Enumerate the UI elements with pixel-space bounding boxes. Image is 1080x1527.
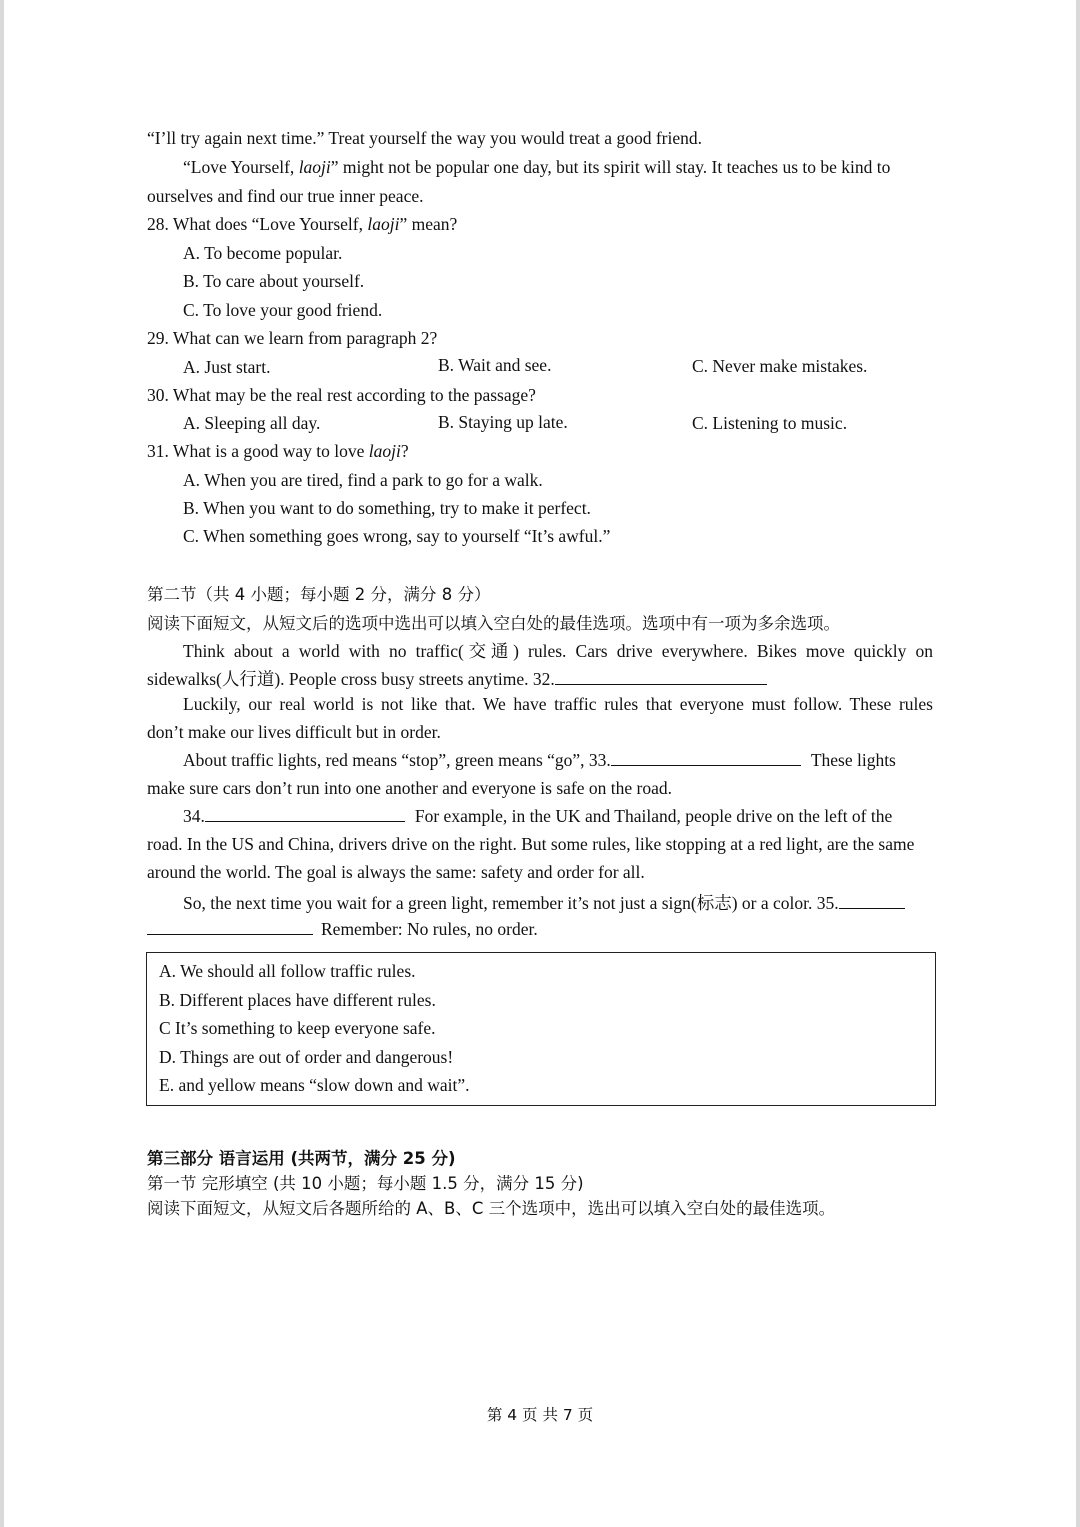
passage-line: 34. For example, in the UK and Thailand, people drive on the left of the [183,806,893,826]
question-31-stem: 31. What is a good way to love laoji? [147,441,409,461]
question-30-stem: 30. What may be the real rest according to the passage? [147,385,536,405]
question-28-option-b: B. To care about yourself. [183,271,365,291]
question-29-stem: 29. What can we learn from paragraph 2? [147,328,438,348]
answer-blank-33[interactable] [611,751,801,766]
part-3-heading: 第三部分 语言运用 (共两节，满分 25 分) [147,1149,456,1168]
passage-line: don’t make our lives difficult but in order. [147,722,441,742]
passage-line: Luckily, our real world is not like that. We have traffic rules that everyone must follow. These rules [183,694,933,714]
question-31-option-b: B. When you want to do something, try to make it perfect. [183,498,591,518]
section-2-instruction: 阅读下面短文，从短文后的选项中选出可以填入空白处的最佳选项。选项中有一项为多余选项。 [147,614,840,633]
page-number: 第 4 页 共 7 页 [486,1406,594,1424]
passage-line: road. In the US and China, drivers drive on the right. But some rules, like stopping at a red light, are the same [147,834,915,854]
scan-edge-right [1076,0,1080,1527]
answer-choices-box [146,952,936,1106]
choice-a: A. We should all follow traffic rules. [159,961,416,981]
passage-line: Remember: No rules, no order. [147,919,538,940]
choice-b: B. Different places have different rules. [159,990,436,1010]
choice-e: E. and yellow means “slow down and wait”. [159,1075,470,1095]
part-3-instruction: 阅读下面短文，从短文后各题所给的 A、B、C 三个选项中，选出可以填入空白处的最佳选项。 [147,1199,836,1218]
passage-line: About traffic lights, red means “stop”, green means “go”, 33. These lights [183,750,896,770]
question-31-option-a: A. When you are tired, find a park to go for a walk. [183,470,543,490]
question-30-option-c: C. Listening to music. [692,413,848,433]
question-30-option-a: A. Sleeping all day. [183,413,321,433]
passage-line: ourselves and find our true inner peace. [147,186,424,206]
scan-edge-left [0,0,4,1527]
section-2-heading: 第二节（共 4 小题；每小题 2 分，满分 8 分） [147,585,491,604]
question-29-option-b: B. Wait and see. [438,355,552,375]
part-3-sub-heading: 第一节 完形填空 (共 10 小题；每小题 1.5 分，满分 15 分) [147,1174,584,1193]
passage-line: around the world. The goal is always the same: safety and order for all. [147,862,645,882]
passage-line: Think about a world with no traffic(交通) rules. Cars drive everywhere. Bikes move quickly on [183,641,933,661]
passage-line: So, the next time you wait for a green light, remember it’s not just a sign(标志) or a color. 35. [183,890,905,915]
answer-blank-35-continued[interactable] [147,920,313,935]
question-29-option-c: C. Never make mistakes. [692,356,868,376]
passage-line: “Love Yourself, laoji” might not be popular one day, but its spirit will stay. It teaches us to be kind to [183,157,891,177]
answer-blank-34[interactable] [205,807,405,822]
choice-c: C It’s something to keep everyone safe. [159,1018,436,1038]
question-29-option-a: A. Just start. [183,357,271,377]
answer-blank-35[interactable] [839,894,905,909]
question-28-stem: 28. What does “Love Yourself, laoji” mean? [147,214,458,234]
choice-d: D. Things are out of order and dangerous! [159,1047,454,1067]
answer-blank-32[interactable] [555,670,767,685]
question-28-option-a: A. To become popular. [183,243,343,263]
passage-line: sidewalks(人行道). People cross busy streets anytime. 32. [147,666,767,691]
question-30-option-b: B. Staying up late. [438,412,568,432]
question-28-option-c: C. To love your good friend. [183,300,383,320]
passage-line: “I’ll try again next time.” Treat yourself the way you would treat a good friend. [147,128,702,148]
question-31-option-c: C. When something goes wrong, say to yourself “It’s awful.” [183,526,611,546]
passage-line: make sure cars don’t run into one another and everyone is safe on the road. [147,778,672,798]
